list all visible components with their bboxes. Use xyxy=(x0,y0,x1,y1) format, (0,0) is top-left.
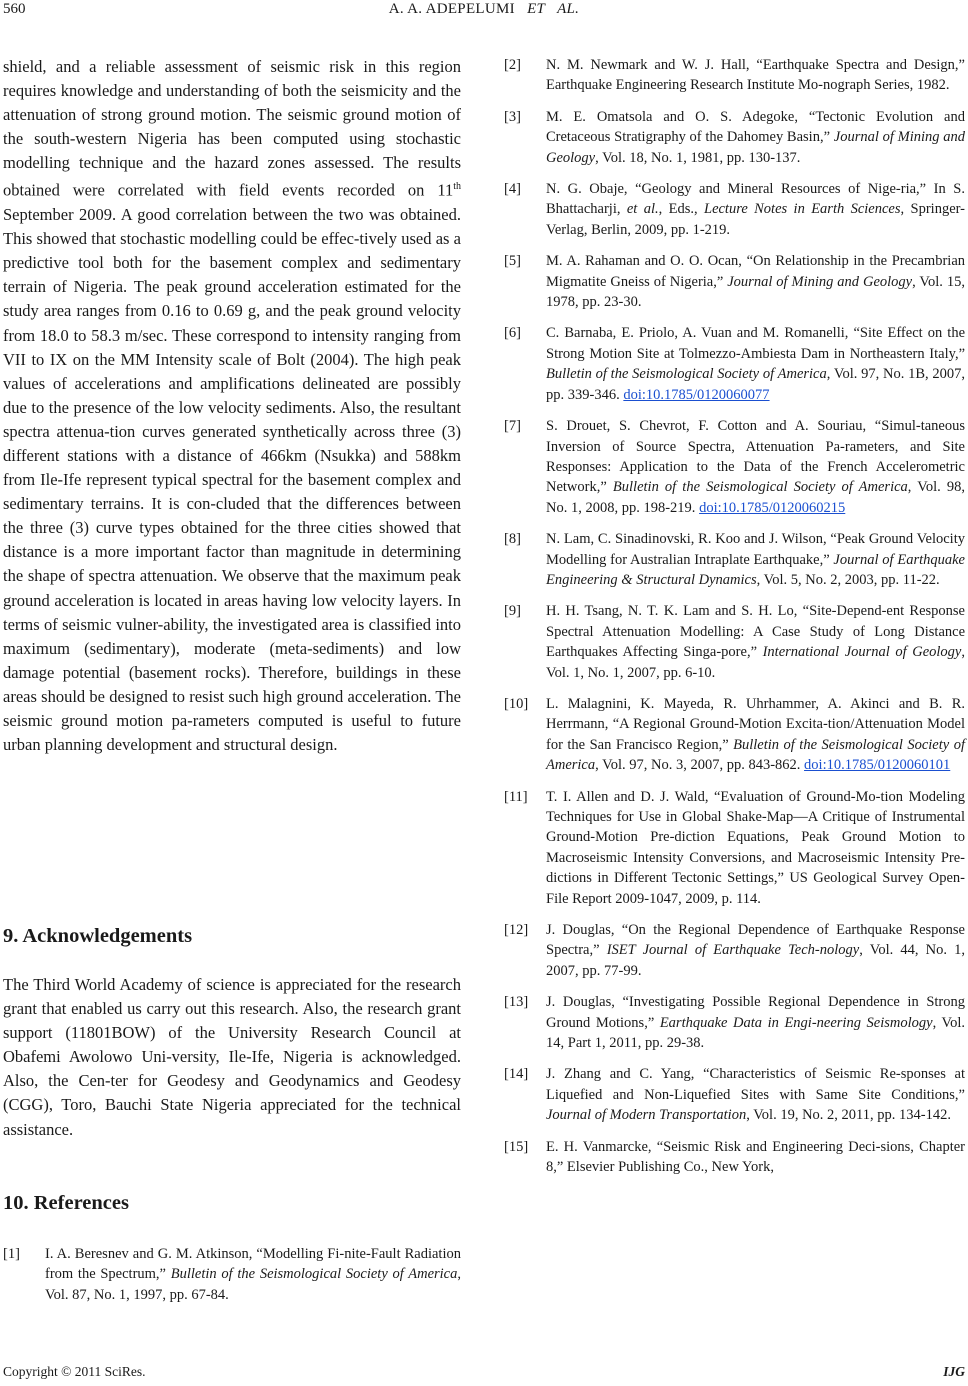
reference-item: [1] I. A. Beresnev and G. M. Atkinson, “Modelling Fi-nite-Fault Radiation from the Spectrum,” Bulletin of the Seismological Society of America, Vol. 87, No. 1, 1997, pp. 67-84. xyxy=(3,1246,461,1303)
doi-link[interactable]: doi:10.1785/0120060101 xyxy=(804,757,951,774)
acknowledgements-heading: 9. Acknowledgements xyxy=(3,925,193,947)
reference-item: [14] J. Zhang and C. Yang, “Characteristics of Seismic Re-sponses at Liquefied and Non-Liquefied Sites with Same Site Conditions,” Journal of Modern Transportation, Vol. 19, No. 2, 2011, pp. 134-142. xyxy=(504,1066,965,1124)
reference-item: [13] J. Douglas, “Investigating Possible Regional Dependence in Strong Ground Motions,” Earthquake Data in Engi-neering Seismology, Vol. 14, Part 1, 2011, pp. 29-38. xyxy=(504,994,965,1052)
reference-item: [10] L. Malagnini, K. Mayeda, R. Uhrhammer, A. Akinci and B. R. Herrmann, “A Regional Ground-Motion Excita-tion/Attenuation Model for the San Francisco Region,” Bulletin of the Seismological Society of America, Vol. 97, No. 3, 2007, pp. 843-862. doi:10.1785/0120060101 xyxy=(504,695,965,774)
reference-item: [5] M. A. Rahaman and O. O. Ocan, “On Relationship in the Precambrian Migmatite Gneiss of Nigeria,” Journal of Mining and Geology, Vol. 15, 1978, pp. 23-30. xyxy=(504,253,965,311)
references-left-column xyxy=(3,1244,461,1305)
reference-item: [3] M. E. Omatsola and O. S. Adegoke, “Tectonic Evolution and Cretaceous Stratigraphy of the Dahomey Basin,” Journal of Mining and Geology, Vol. 18, No. 1, 1981, pp. 130-137. xyxy=(504,108,965,166)
journal-abbreviation: IJG xyxy=(943,1364,965,1379)
reference-item: [4] N. G. Obaje, “Geology and Mineral Resources of Nige-ria,” In S. Bhattacharji, et al., Eds., Lecture Notes in Earth Sciences, Springer-Verlag, Berlin, 2009, pp. 1-219. xyxy=(504,181,965,238)
reference-item: [15] E. H. Vanmarcke, “Seismic Risk and Engineering Deci-sions, Chapter 8,” Elsevier Publishing Co., New York, xyxy=(504,1138,965,1176)
references-right-column xyxy=(504,55,965,1178)
reference-number: [1] xyxy=(3,1246,20,1262)
reference-item: [8] N. Lam, C. Sinadinovski, R. Koo and J. Wilson, “Peak Ground Velocity Modelling for Australian Intraplate Earthquake,” Journal of Earthquake Engineering & Structural Dynamics, Vol. 5, No. 2, 2003, pp. 11-22. xyxy=(504,531,965,588)
reference-item: [11] T. I. Allen and D. J. Wald, “Evaluation of Ground-Mo-tion Modeling Techniques for Use in Global Shake-Map—A Critique of Instrumental Ground-Motion Pre-diction Equations, Peak Ground Motion to Macroseismic Intensity Conversions, and Macroseismic Intensity Pre-dictions in Different Tectonic Settings,” US Geological Survey Open-File Report 2009-1047, 2009, p. 114. xyxy=(504,788,965,907)
running-authors: A. A. ADEPELUMI ET AL. xyxy=(388,1,580,17)
acknowledgements-section xyxy=(3,973,461,1142)
acknowledgements-paragraph: The Third World Academy of science is appreciated for the research grant that enabled us carry out this research. Also, the research grant support (11801BOW) of the University Research Council at Obafemi Awolowo Uni-versity, Ile-Ife, Nigeria is acknowledged. Also, the Cen-ter for Geodesy and Geodynamics and Geodesy (CGG), Toro, Bauchi State Nigeria appreciated for the technical assistance. xyxy=(3,975,461,1139)
doi-link[interactable]: doi:10.1785/0120060215 xyxy=(699,499,846,516)
reference-item: [7] S. Drouet, S. Chevrot, F. Cotton and A. Souriau, “Simul-taneous Inversion of Source Spectra, Attenuation Pa-rameters, and Site Responses: Application to the Data of the French Accelerometric Network,” Bulletin of the Seismological Society of America, Vol. 98, No. 1, 2008, pp. 198-219. doi:10.1785/0120060215 xyxy=(504,418,965,516)
references-heading: 10. References xyxy=(3,1192,129,1214)
copyright-text: Copyright © 2011 SciRes. xyxy=(3,1364,146,1379)
reference-item: [9] H. H. Tsang, N. T. K. Lam and S. H. Lo, “Site-Depend-ent Response Spectral Attenuation Modelling: A Case Study of Long Distance Earthquakes Affecting Singa-pore,” International Journal of Geology, Vol. 1, No. 1, 2007, pp. 6-10. xyxy=(504,603,965,681)
reference-item: [12] J. Douglas, “On the Regional Dependence of Earthquake Response Spectra,” ISET Journal of Earthquake Tech-nology, Vol. 44, No. 1, 2007, pp. 77-99. xyxy=(504,922,966,979)
doi-link[interactable]: doi:10.1785/0120060077 xyxy=(623,386,770,403)
conclusion-paragraph: shield, and a reliable assessment of seismic risk in this region requires knowledge and understanding of both the seismicity and the attenuation of strong ground motion. The seismic ground motion of the south-western Nigeria has been computed using stochastic modelling technique and the hazard zones assessed. The results obtained were correlated with field events recorded on 11th September 2009. A good correlation between the two was obtained. This showed that stochastic modelling could be effec-tively used as a predictive tool both for the basement complex and sedimentary terrain of Nigeria. The peak ground acceleration estimated for the study area ranges from 0.16 to 0.69 g, and the peak ground velocity from 18.0 to 58.3 m/sec. These correspond to intensity ranging from VII to IX on the MM Intensity scale of Bolt (2004). The high peak values of accelerations and amplifications delineated are possibly due to the presence of the low velocity sediments. Also, the resultant spectra attenua-tion curves generated synthetically across three (3) different stations with a distance of 466km (Nsukka) and 588km from Ile-Ife represent typical spectral for the basement complex and sedimentary terrains. It is con-cluded that the differences between the three (3) curve types obtained for the three cities showed that distance is a more important factor than magnitude in determining the shape of spectra attenuation. We observe that the maximum peak ground acceleration is located in areas having low velocity layers. In terms of seismic vulner-ability, the investigated area is classified into maximum (sedimentary), moderate (meta-sediments) and low damage potential (basement rocks). Therefore, buildings in these areas should be designed to resist such high ground acceleration. The seismic ground motion pa-rameters computed is useful to future urban planning development and structural design. xyxy=(3,57,461,755)
reference-item: [2] N. M. Newmark and W. J. Hall, “Earthquake Spectra and Design,” Earthquake Engineering Research Institute Mo-nograph Series, 1982. xyxy=(504,57,965,94)
page-number: 560 xyxy=(3,1,26,17)
reference-item: [6] C. Barnaba, E. Priolo, A. Vuan and M. Romanelli, “Site Effect on the Strong Motion Site at Tolmezzo-Ambiesta Dam in Northeastern Italy,” Bulletin of the Seismological Society of America, Vol. 97, No. 1B, 2007, pp. 339-346. doi:10.1785/0120060077 xyxy=(504,325,965,403)
page-header xyxy=(0,0,968,24)
